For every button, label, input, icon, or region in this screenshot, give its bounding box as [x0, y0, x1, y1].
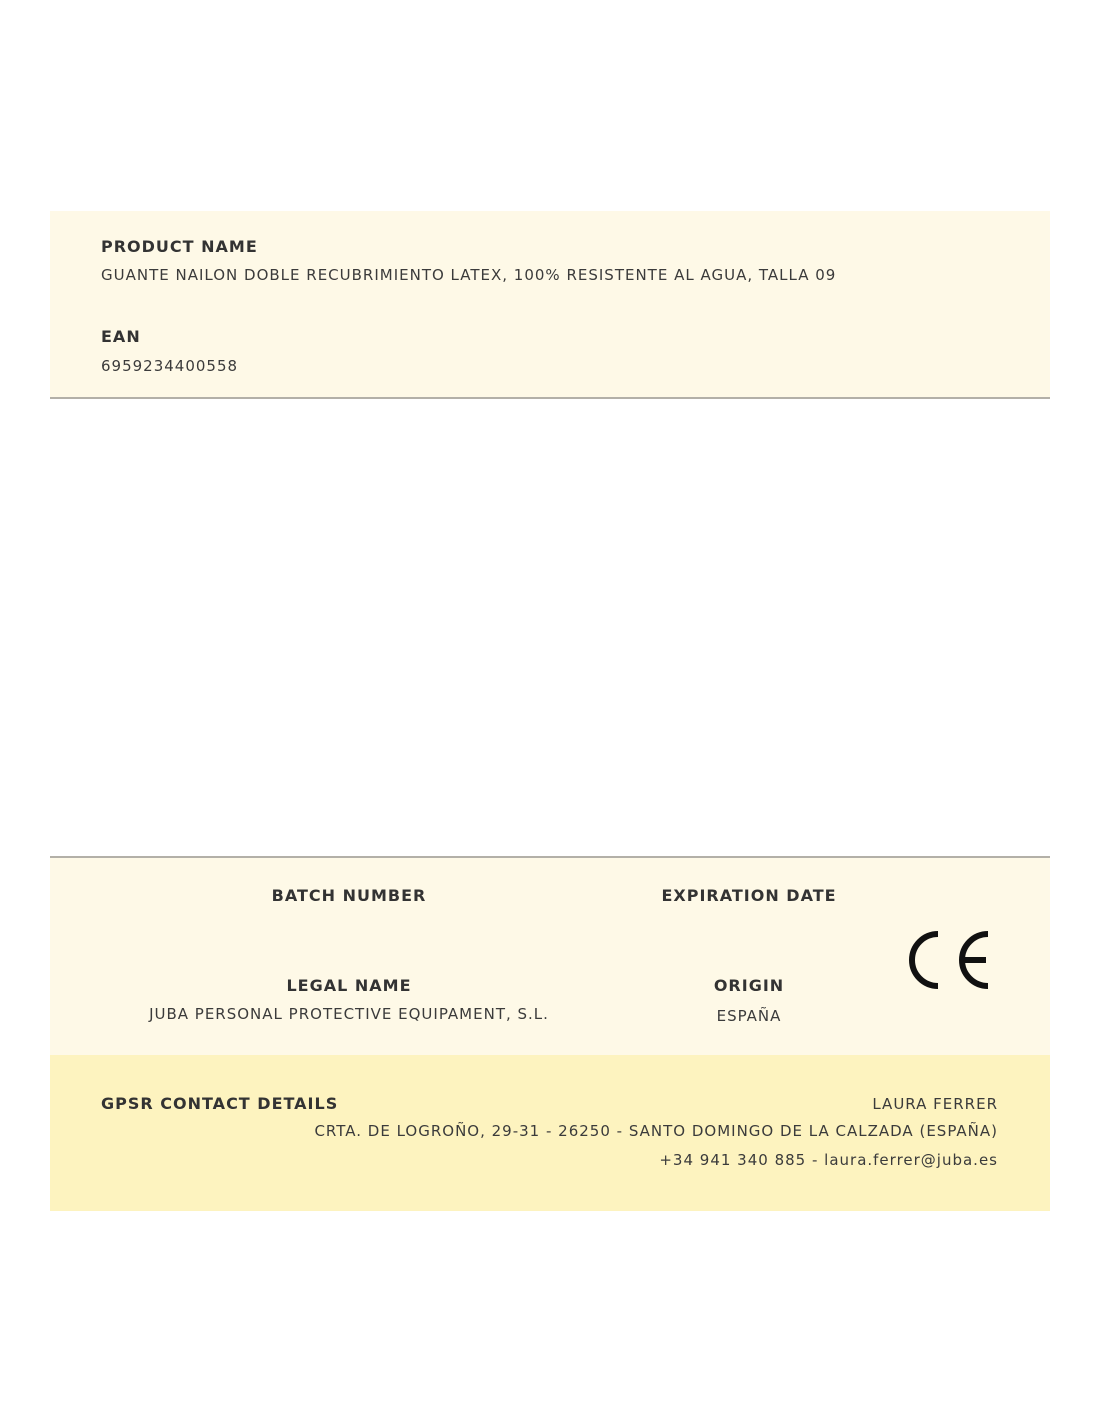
- legal-name-value: JUBA PERSONAL PROTECTIVE EQUIPAMENT, S.L.: [149, 1005, 549, 1023]
- product-name-value: GUANTE NAILON DOBLE RECUBRIMIENTO LATEX, 100% RESISTENTE AL AGUA, TALLA 09: [101, 266, 837, 284]
- origin-label: ORIGIN: [713, 976, 785, 995]
- expiration-date-label: EXPIRATION DATE: [661, 886, 837, 905]
- ce-mark-icon: [908, 930, 992, 990]
- ean-label: EAN: [101, 327, 141, 346]
- contact-phone-email: +34 941 340 885 - laura.ferrer@juba.es: [659, 1151, 998, 1169]
- origin-value: ESPAÑA: [716, 1007, 782, 1025]
- gpsr-contact-label: GPSR CONTACT DETAILS: [101, 1094, 339, 1113]
- legal-name-label: LEGAL NAME: [286, 976, 412, 995]
- contact-address: CRTA. DE LOGROÑO, 29-31 - 26250 - SANTO DOMINGO DE LA CALZADA (ESPAÑA): [314, 1122, 998, 1140]
- product-info-panel: [50, 211, 1050, 399]
- contact-name: LAURA FERRER: [872, 1095, 998, 1113]
- batch-info-panel: [50, 856, 1050, 1057]
- ean-value: 6959234400558: [101, 357, 239, 375]
- batch-number-label: BATCH NUMBER: [271, 886, 427, 905]
- gpsr-contact-panel: [50, 1055, 1050, 1211]
- product-name-label: PRODUCT NAME: [101, 237, 258, 256]
